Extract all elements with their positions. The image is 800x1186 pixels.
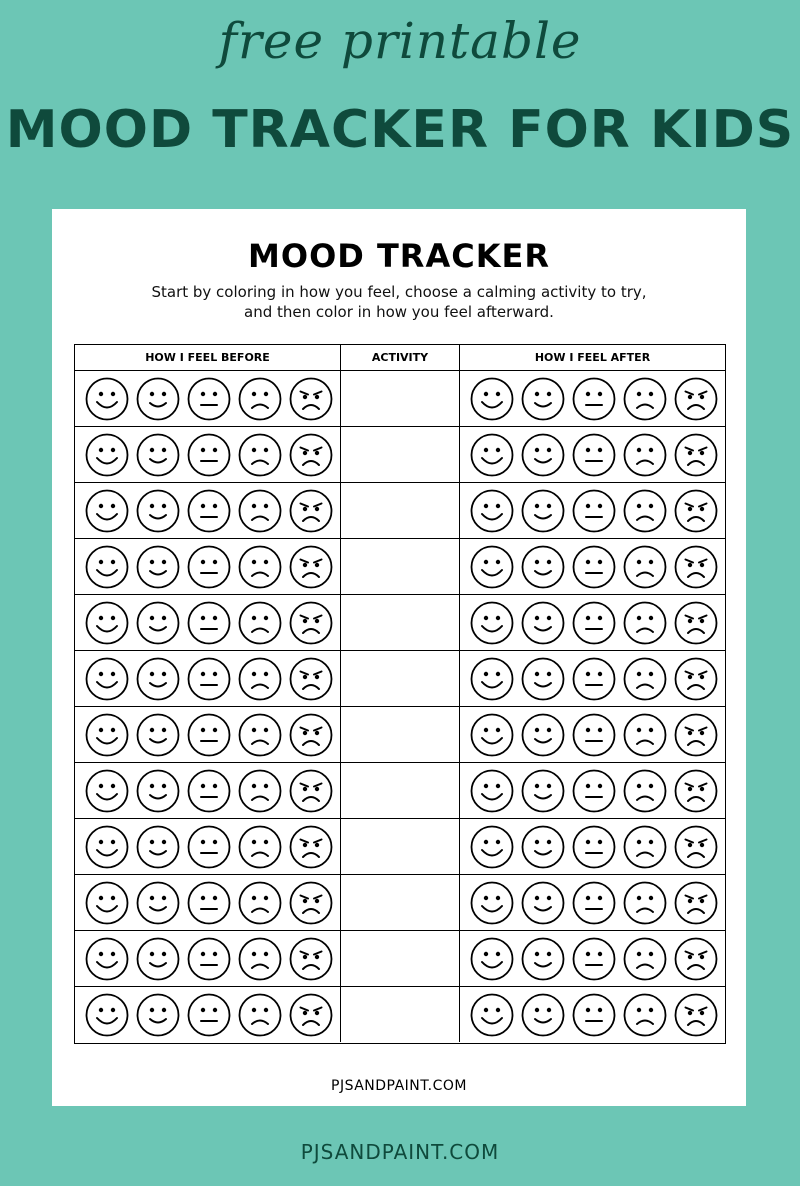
before-smile-face-icon[interactable] (135, 880, 181, 926)
mood-tracker-table (74, 344, 726, 1044)
before-neutral-face-icon[interactable] (186, 432, 232, 478)
after-angry-face-icon[interactable] (673, 712, 719, 758)
after-big-smile-face-icon[interactable] (469, 376, 515, 422)
before-sad-face-icon[interactable] (237, 544, 283, 590)
before-angry-face-icon[interactable] (288, 712, 334, 758)
after-neutral-face-icon[interactable] (571, 712, 617, 758)
after-mood-cell (460, 763, 725, 818)
table-row (75, 986, 725, 1042)
before-smile-face-icon[interactable] (135, 768, 181, 814)
after-sad-face-icon[interactable] (622, 600, 668, 646)
before-big-smile-face-icon[interactable] (84, 600, 130, 646)
before-smile-face-icon[interactable] (135, 992, 181, 1038)
activity-cell[interactable] (341, 707, 460, 762)
after-smile-face-icon[interactable] (520, 992, 566, 1038)
column-header-before: HOW I FEEL BEFORE (75, 345, 341, 370)
table-row (75, 762, 725, 818)
before-neutral-face-icon[interactable] (186, 880, 232, 926)
after-angry-face-icon[interactable] (673, 992, 719, 1038)
after-sad-face-icon[interactable] (622, 992, 668, 1038)
after-sad-face-icon[interactable] (622, 824, 668, 870)
after-big-smile-face-icon[interactable] (469, 600, 515, 646)
before-sad-face-icon[interactable] (237, 936, 283, 982)
after-angry-face-icon[interactable] (673, 768, 719, 814)
before-smile-face-icon[interactable] (135, 432, 181, 478)
table-row (75, 706, 725, 762)
before-angry-face-icon[interactable] (288, 488, 334, 534)
before-angry-face-icon[interactable] (288, 936, 334, 982)
printable-sheet (52, 209, 746, 1106)
site-url: PJSANDPAINT.COM (300, 1140, 500, 1164)
after-mood-cell (460, 931, 725, 986)
before-big-smile-face-icon[interactable] (84, 824, 130, 870)
before-neutral-face-icon[interactable] (186, 376, 232, 422)
after-smile-face-icon[interactable] (520, 824, 566, 870)
after-big-smile-face-icon[interactable] (469, 432, 515, 478)
table-row (75, 426, 725, 482)
activity-cell[interactable] (341, 819, 460, 874)
after-smile-face-icon[interactable] (520, 768, 566, 814)
activity-cell[interactable] (341, 371, 460, 426)
before-big-smile-face-icon[interactable] (84, 768, 130, 814)
before-sad-face-icon[interactable] (237, 656, 283, 702)
before-big-smile-face-icon[interactable] (84, 712, 130, 758)
after-smile-face-icon[interactable] (520, 656, 566, 702)
after-big-smile-face-icon[interactable] (469, 768, 515, 814)
instruction-line-1: Start by coloring in how you feel, choose a calming activity to try, (151, 283, 647, 301)
after-sad-face-icon[interactable] (622, 768, 668, 814)
after-mood-cell (460, 987, 725, 1042)
after-sad-face-icon[interactable] (622, 488, 668, 534)
table-row (75, 650, 725, 706)
after-smile-face-icon[interactable] (520, 712, 566, 758)
before-sad-face-icon[interactable] (237, 712, 283, 758)
after-neutral-face-icon[interactable] (571, 488, 617, 534)
before-smile-face-icon[interactable] (135, 376, 181, 422)
before-big-smile-face-icon[interactable] (84, 488, 130, 534)
after-sad-face-icon[interactable] (622, 712, 668, 758)
after-smile-face-icon[interactable] (520, 544, 566, 590)
after-neutral-face-icon[interactable] (571, 992, 617, 1038)
before-mood-cell (75, 483, 341, 538)
before-sad-face-icon[interactable] (237, 880, 283, 926)
before-sad-face-icon[interactable] (237, 992, 283, 1038)
sheet-footer: PJSANDPAINT.COM (331, 1078, 467, 1094)
activity-cell[interactable] (341, 427, 460, 482)
after-big-smile-face-icon[interactable] (469, 544, 515, 590)
after-big-smile-face-icon[interactable] (469, 936, 515, 982)
after-angry-face-icon[interactable] (673, 824, 719, 870)
activity-cell[interactable] (341, 763, 460, 818)
table-row (75, 818, 725, 874)
after-neutral-face-icon[interactable] (571, 880, 617, 926)
activity-cell[interactable] (341, 483, 460, 538)
after-angry-face-icon[interactable] (673, 488, 719, 534)
sheet-title: MOOD TRACKER (248, 237, 550, 275)
after-sad-face-icon[interactable] (622, 880, 668, 926)
before-mood-cell (75, 707, 341, 762)
after-big-smile-face-icon[interactable] (469, 488, 515, 534)
before-angry-face-icon[interactable] (288, 656, 334, 702)
headline: MOOD TRACKER FOR KIDS (5, 100, 795, 160)
after-sad-face-icon[interactable] (622, 376, 668, 422)
before-sad-face-icon[interactable] (237, 768, 283, 814)
after-neutral-face-icon[interactable] (571, 824, 617, 870)
column-header-activity: ACTIVITY (341, 345, 460, 370)
activity-cell[interactable] (341, 931, 460, 986)
before-smile-face-icon[interactable] (135, 656, 181, 702)
after-smile-face-icon[interactable] (520, 376, 566, 422)
before-neutral-face-icon[interactable] (186, 992, 232, 1038)
table-row (75, 538, 725, 594)
after-angry-face-icon[interactable] (673, 376, 719, 422)
after-mood-cell (460, 875, 725, 930)
before-mood-cell (75, 651, 341, 706)
before-angry-face-icon[interactable] (288, 992, 334, 1038)
tagline: free printable (218, 12, 582, 70)
before-smile-face-icon[interactable] (135, 600, 181, 646)
after-neutral-face-icon[interactable] (571, 544, 617, 590)
after-angry-face-icon[interactable] (673, 432, 719, 478)
after-big-smile-face-icon[interactable] (469, 824, 515, 870)
table-row (75, 482, 725, 538)
after-big-smile-face-icon[interactable] (469, 992, 515, 1038)
after-mood-cell (460, 427, 725, 482)
after-mood-cell (460, 707, 725, 762)
activity-cell[interactable] (341, 539, 460, 594)
before-big-smile-face-icon[interactable] (84, 880, 130, 926)
after-smile-face-icon[interactable] (520, 936, 566, 982)
after-smile-face-icon[interactable] (520, 600, 566, 646)
before-neutral-face-icon[interactable] (186, 600, 232, 646)
table-row (75, 594, 725, 650)
after-mood-cell (460, 595, 725, 650)
activity-cell[interactable] (341, 875, 460, 930)
after-angry-face-icon[interactable] (673, 880, 719, 926)
before-sad-face-icon[interactable] (237, 432, 283, 478)
before-mood-cell (75, 595, 341, 650)
before-mood-cell (75, 763, 341, 818)
after-sad-face-icon[interactable] (622, 432, 668, 478)
before-neutral-face-icon[interactable] (186, 488, 232, 534)
before-neutral-face-icon[interactable] (186, 936, 232, 982)
before-mood-cell (75, 987, 341, 1042)
before-neutral-face-icon[interactable] (186, 712, 232, 758)
activity-cell[interactable] (341, 595, 460, 650)
before-mood-cell (75, 427, 341, 482)
before-big-smile-face-icon[interactable] (84, 936, 130, 982)
before-mood-cell (75, 539, 341, 594)
after-big-smile-face-icon[interactable] (469, 656, 515, 702)
after-big-smile-face-icon[interactable] (469, 712, 515, 758)
before-smile-face-icon[interactable] (135, 824, 181, 870)
after-angry-face-icon[interactable] (673, 656, 719, 702)
after-mood-cell (460, 371, 725, 426)
before-smile-face-icon[interactable] (135, 936, 181, 982)
before-big-smile-face-icon[interactable] (84, 992, 130, 1038)
instruction-line-2: and then color in how you feel afterward. (244, 303, 554, 321)
before-sad-face-icon[interactable] (237, 488, 283, 534)
before-smile-face-icon[interactable] (135, 488, 181, 534)
after-neutral-face-icon[interactable] (571, 768, 617, 814)
before-big-smile-face-icon[interactable] (84, 656, 130, 702)
before-smile-face-icon[interactable] (135, 712, 181, 758)
after-angry-face-icon[interactable] (673, 936, 719, 982)
before-mood-cell (75, 371, 341, 426)
after-mood-cell (460, 651, 725, 706)
before-angry-face-icon[interactable] (288, 600, 334, 646)
after-neutral-face-icon[interactable] (571, 600, 617, 646)
before-mood-cell (75, 931, 341, 986)
after-angry-face-icon[interactable] (673, 600, 719, 646)
after-angry-face-icon[interactable] (673, 544, 719, 590)
before-sad-face-icon[interactable] (237, 824, 283, 870)
after-sad-face-icon[interactable] (622, 656, 668, 702)
before-neutral-face-icon[interactable] (186, 824, 232, 870)
before-mood-cell (75, 875, 341, 930)
table-row (75, 874, 725, 930)
before-mood-cell (75, 819, 341, 874)
activity-cell[interactable] (341, 987, 460, 1042)
before-neutral-face-icon[interactable] (186, 656, 232, 702)
after-smile-face-icon[interactable] (520, 880, 566, 926)
after-neutral-face-icon[interactable] (571, 656, 617, 702)
before-angry-face-icon[interactable] (288, 544, 334, 590)
after-sad-face-icon[interactable] (622, 936, 668, 982)
after-smile-face-icon[interactable] (520, 432, 566, 478)
after-mood-cell (460, 819, 725, 874)
after-sad-face-icon[interactable] (622, 544, 668, 590)
after-mood-cell (460, 483, 725, 538)
after-smile-face-icon[interactable] (520, 488, 566, 534)
after-neutral-face-icon[interactable] (571, 432, 617, 478)
before-angry-face-icon[interactable] (288, 432, 334, 478)
after-neutral-face-icon[interactable] (571, 936, 617, 982)
before-angry-face-icon[interactable] (288, 824, 334, 870)
before-angry-face-icon[interactable] (288, 768, 334, 814)
after-big-smile-face-icon[interactable] (469, 880, 515, 926)
before-sad-face-icon[interactable] (237, 600, 283, 646)
before-neutral-face-icon[interactable] (186, 768, 232, 814)
before-big-smile-face-icon[interactable] (84, 376, 130, 422)
before-sad-face-icon[interactable] (237, 376, 283, 422)
table-row (75, 930, 725, 986)
before-angry-face-icon[interactable] (288, 880, 334, 926)
after-neutral-face-icon[interactable] (571, 376, 617, 422)
table-row (75, 370, 725, 426)
column-header-after: HOW I FEEL AFTER (534, 351, 651, 364)
after-mood-cell (460, 539, 725, 594)
sheet-instructions (52, 282, 746, 322)
before-big-smile-face-icon[interactable] (84, 544, 130, 590)
before-neutral-face-icon[interactable] (186, 544, 232, 590)
before-big-smile-face-icon[interactable] (84, 432, 130, 478)
before-angry-face-icon[interactable] (288, 376, 334, 422)
before-smile-face-icon[interactable] (135, 544, 181, 590)
activity-cell[interactable] (341, 651, 460, 706)
